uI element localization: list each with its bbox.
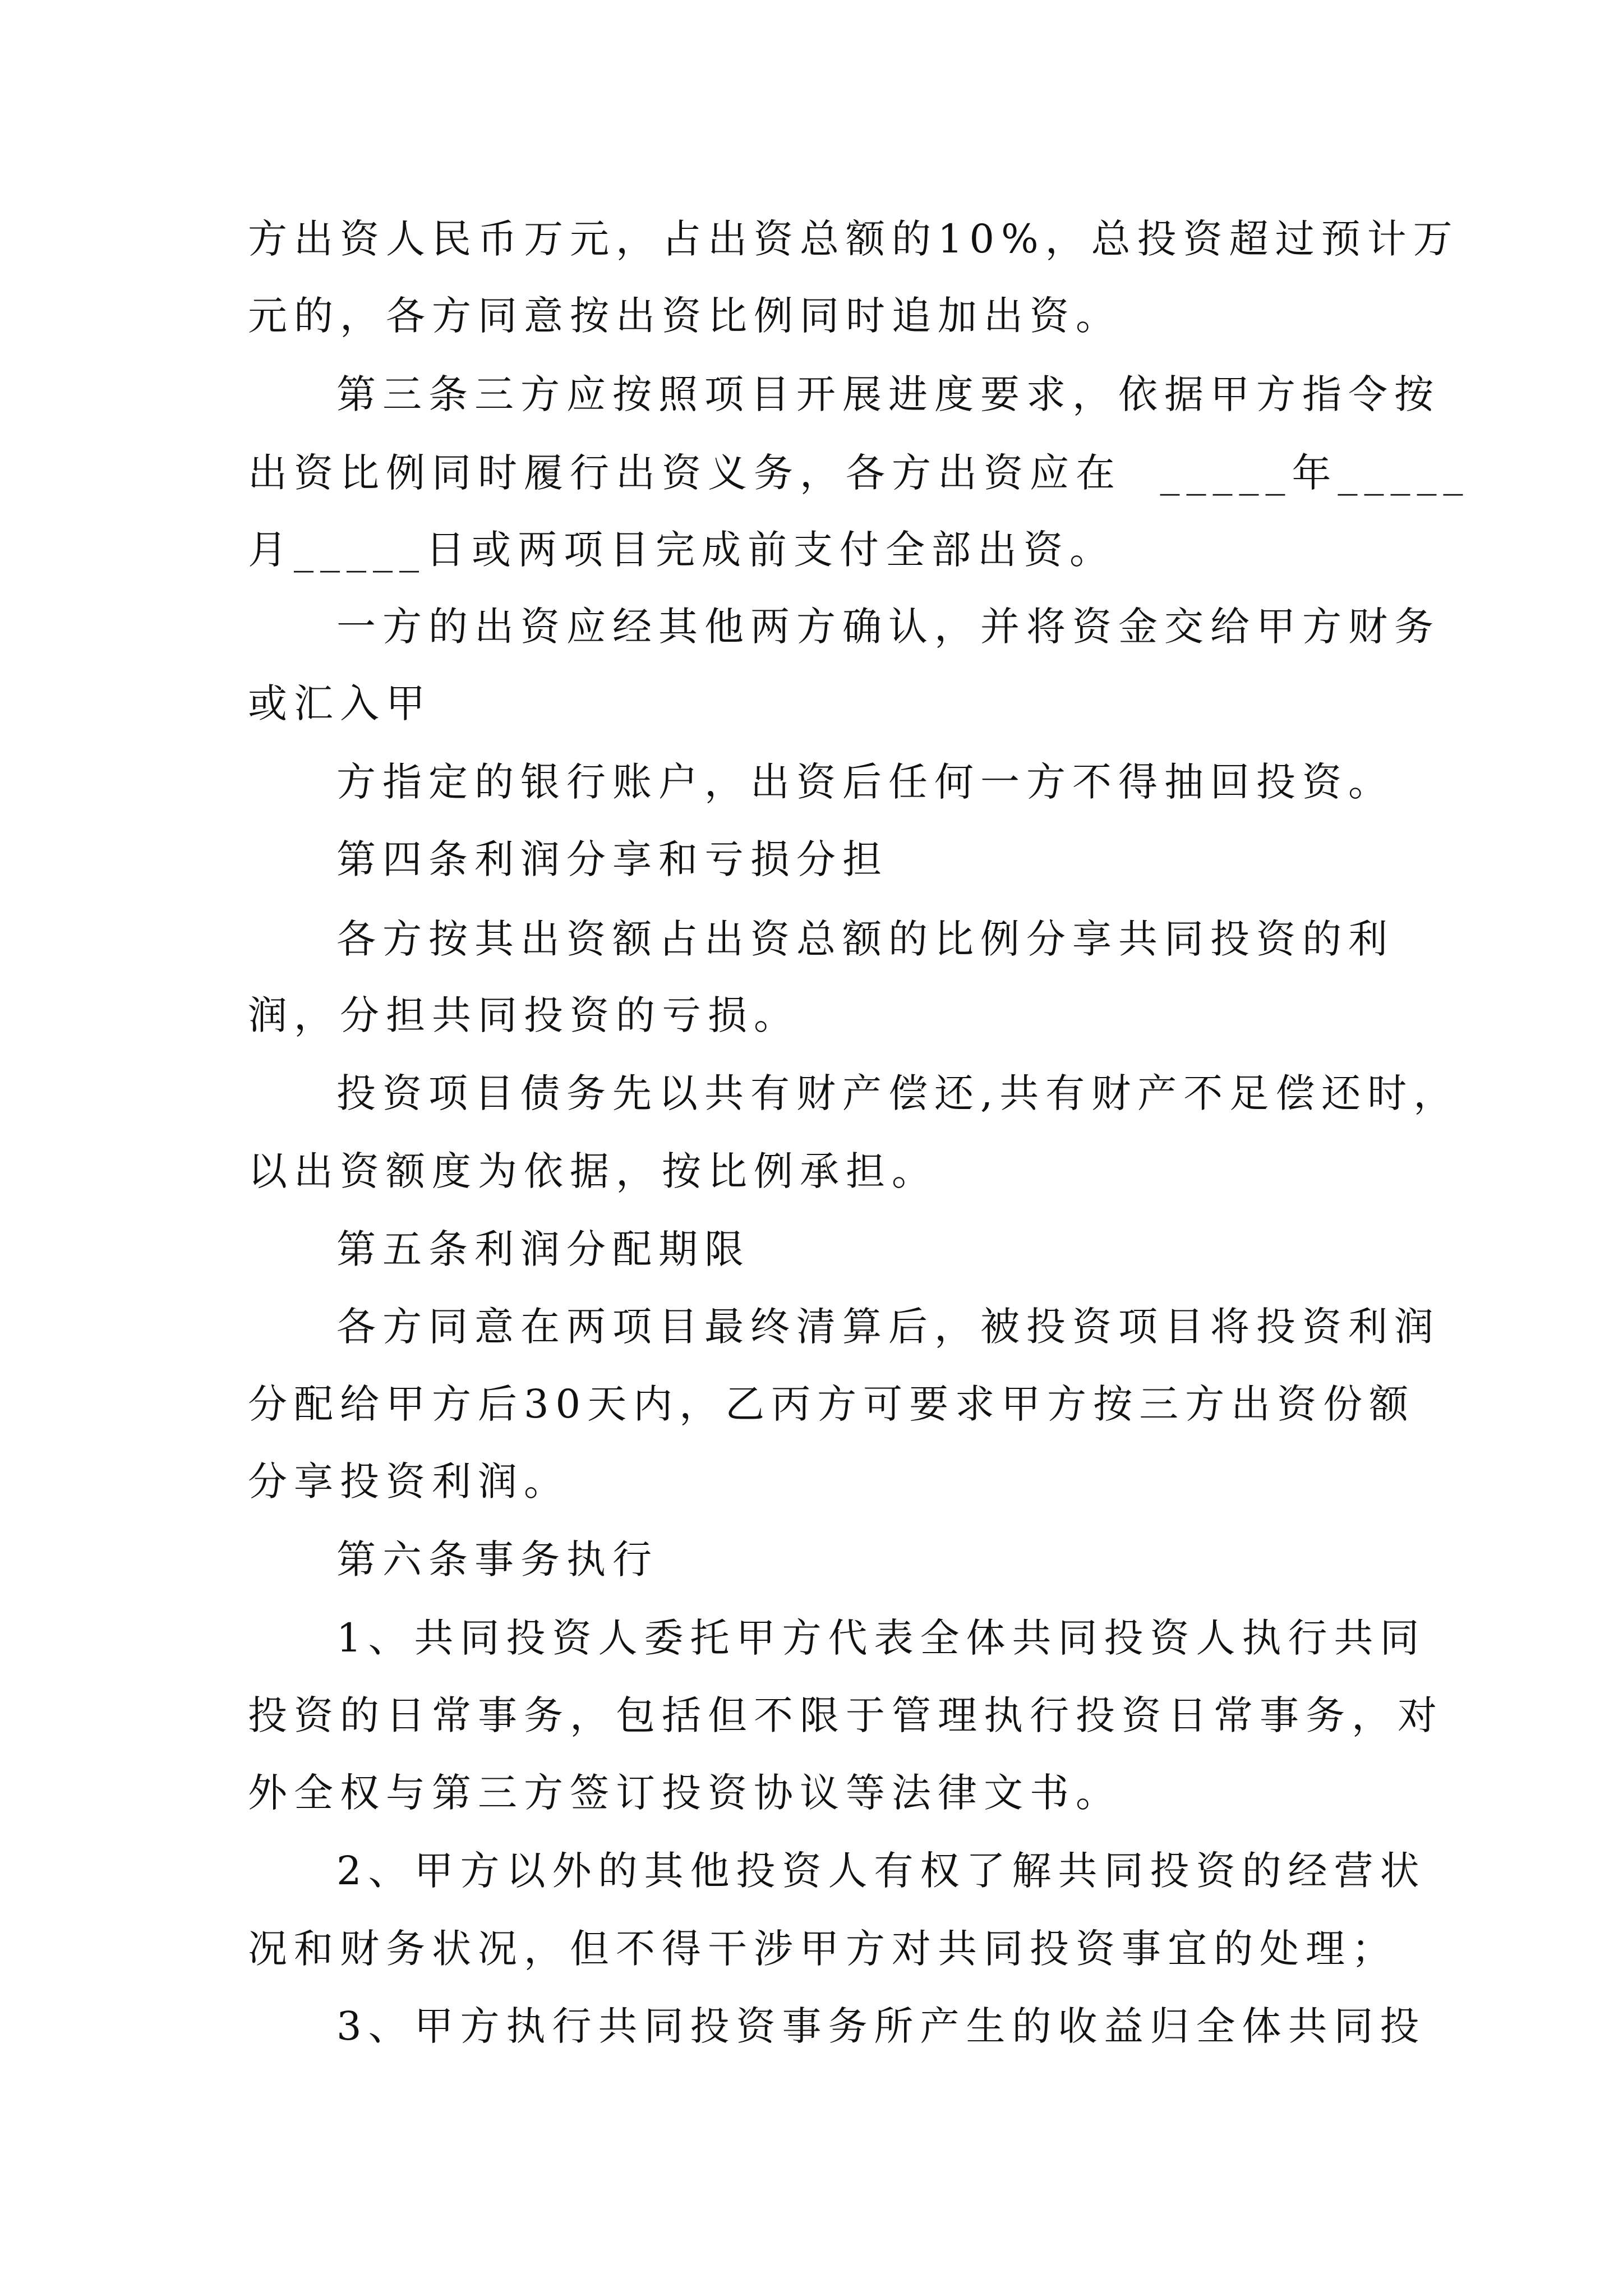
text-line: 分享投资利润。 <box>248 1458 570 1504</box>
text-line: 一方的出资应经其他两方确认，并将资金交给甲方财务 <box>336 604 1440 650</box>
text-line: 各方同意在两项目最终清算后，被投资项目将投资利润 <box>336 1304 1440 1350</box>
text-line: 以出资额度为依据，按比例承担。 <box>248 1148 938 1194</box>
heading-line: 第四条利润分享和亏损分担 <box>336 836 888 882</box>
text-line: 元的，各方同意按出资比例同时追加出资。 <box>248 293 1122 339</box>
text-line: 或汇入甲 <box>248 680 432 726</box>
text-line: 投资项目债务先以共有财产偿还,共有财产不足偿还时， <box>336 1070 1460 1116</box>
heading-line: 第五条利润分配期限 <box>336 1226 750 1272</box>
text-line: 分配给甲方后30天内，乙丙方可要求甲方按三方出资份额 <box>248 1381 1415 1427</box>
text-line: 方出资人民币万元，占出资总额的10%，总投资超过预计万 <box>248 216 1459 262</box>
text-line: 2、甲方以外的其他投资人有权了解共同投资的经营状 <box>336 1848 1426 1894</box>
text-line: 况和财务状况，但不得干涉甲方对共同投资事宜的处理； <box>248 1926 1398 1972</box>
text-line: 第三条三方应按照项目开展进度要求，依据甲方指令按 <box>336 371 1440 417</box>
text-line: 润，分担共同投资的亏损。 <box>248 992 800 1038</box>
text-line: 月_____日或两项目完成前支付全部出资。 <box>248 527 1115 573</box>
text-line: 1、共同投资人委托甲方代表全体共同投资人执行共同 <box>336 1615 1426 1661</box>
text-line: 3、甲方执行共同投资事务所产生的收益归全体共同投 <box>336 2003 1426 2049</box>
text-line: 各方按其出资额占出资总额的比例分享共同投资的利 <box>336 916 1394 962</box>
text-line: 投资的日常事务，包括但不限于管理执行投资日常事务，对 <box>248 1692 1444 1738</box>
heading-line: 第六条事务执行 <box>336 1536 658 1582</box>
text-line: 外全权与第三方签订投资协议等法律文书。 <box>248 1770 1122 1816</box>
text-line: 出资比例同时履行出资义务，各方出资应在 _____年_____ <box>248 450 1470 496</box>
text-line: 方指定的银行账户，出资后任何一方不得抽回投资。 <box>336 759 1394 805</box>
